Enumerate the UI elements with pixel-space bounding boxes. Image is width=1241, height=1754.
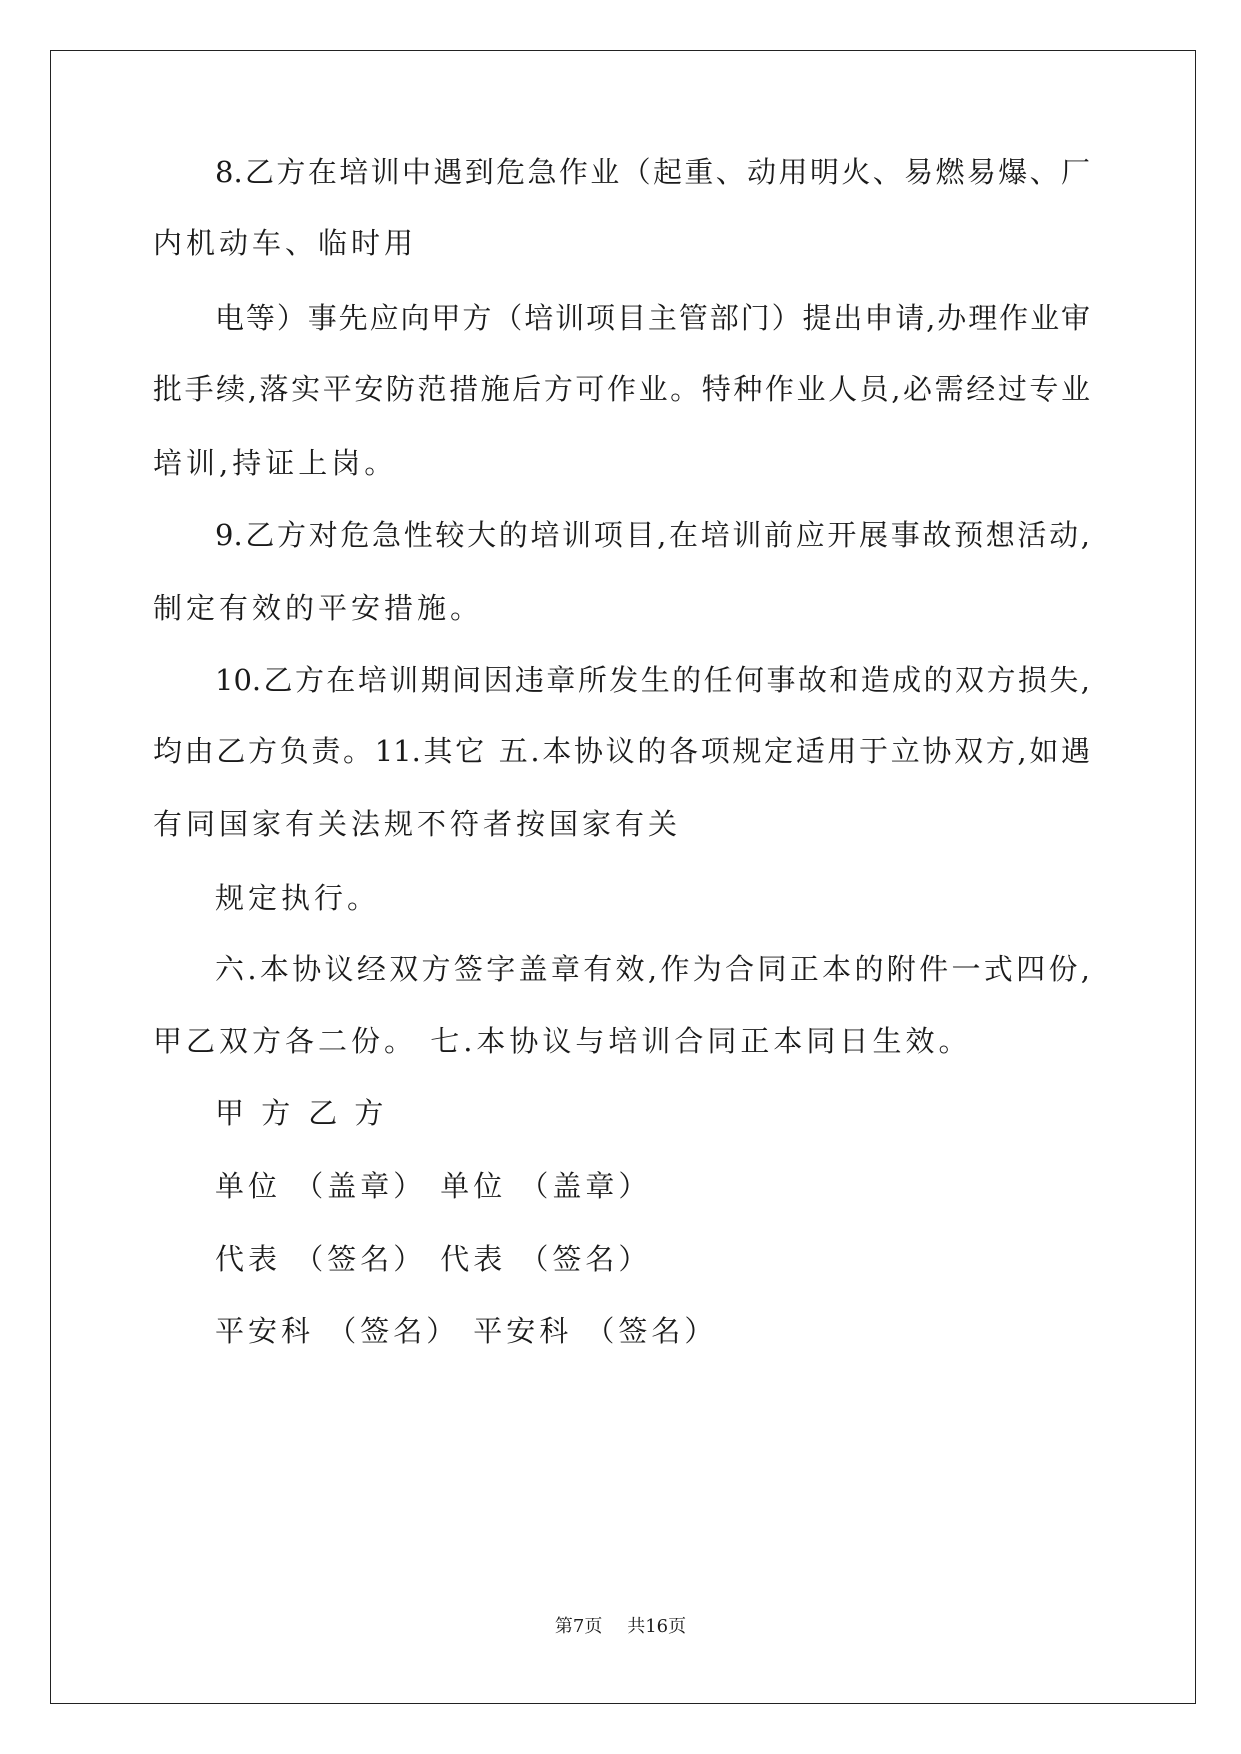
page-footer bbox=[0, 1617, 1241, 1637]
unit-a-field: 单位 （盖章） bbox=[215, 1169, 427, 1203]
paragraph-line-11: 规定执行。 bbox=[215, 881, 381, 915]
paragraph-line-1: 8.乙方在培训中遇到危急作业（起重、动用明火、易燃易爆、厂 bbox=[215, 155, 1090, 189]
page-border bbox=[50, 50, 1196, 1704]
rep-a-field: 代表 （签名） bbox=[215, 1242, 427, 1276]
paragraph-line-7: 制定有效的平安措施。 bbox=[153, 591, 484, 625]
paragraph-line-13: 甲乙双方各二份。 七.本协议与培训合同正本同日生效。 bbox=[153, 1024, 972, 1058]
paragraph-line-10: 有同国家有关法规不符者按国家有关 bbox=[153, 807, 682, 841]
paragraph-line-3: 电等）事先应向甲方（培训项目主管部门）提出申请,办理作业审 bbox=[215, 301, 1090, 335]
paragraph-line-4: 批手续,落实平安防范措施后方可作业。特种作业人员,必需经过专业 bbox=[153, 372, 1090, 406]
signature-safety-row bbox=[215, 1313, 717, 1349]
safety-a-field: 平安科 （签名） bbox=[215, 1314, 460, 1348]
signature-unit-row bbox=[215, 1168, 651, 1204]
paragraph-line-8: 10.乙方在培训期间因违章所发生的任何事故和造成的双方损失, bbox=[215, 663, 1090, 697]
rep-b-field: 代表 （签名） bbox=[440, 1242, 652, 1276]
party-a-label: 甲 方 bbox=[215, 1096, 295, 1130]
signature-rep-row bbox=[215, 1241, 651, 1277]
paragraph-line-9: 均由乙方负责。11.其它 五.本协议的各项规定适用于立协双方,如遇 bbox=[153, 734, 1090, 768]
paragraph-line-2: 内机动车、临时用 bbox=[153, 226, 418, 260]
unit-b-field: 单位 （盖章） bbox=[440, 1169, 652, 1203]
paragraph-line-5: 培训,持证上岗。 bbox=[153, 446, 398, 480]
total-pages-label: 共16页 bbox=[627, 1616, 687, 1637]
signature-parties bbox=[215, 1095, 387, 1131]
current-page-label: 第7页 bbox=[554, 1616, 603, 1637]
party-b-label: 乙 方 bbox=[308, 1096, 388, 1130]
paragraph-line-6: 9.乙方对危急性较大的培训项目,在培训前应开展事故预想活动, bbox=[215, 518, 1090, 552]
paragraph-line-12: 六.本协议经双方签字盖章有效,作为合同正本的附件一式四份, bbox=[215, 952, 1090, 986]
safety-b-field: 平安科 （签名） bbox=[473, 1314, 718, 1348]
